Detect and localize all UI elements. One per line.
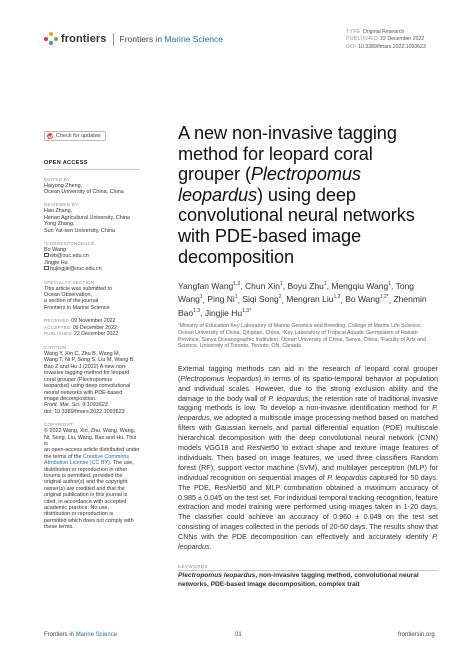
specialty-label: SPECIALTY SECTION [44,279,95,285]
author-affiliation-sup: 1 [388,281,392,288]
abstract [178,364,438,552]
page-header [0,0,474,60]
author-affiliation-sup: 2 [278,294,282,301]
copyright-text: the terms of the [44,453,83,460]
specialty-line: This article was submitted to [44,285,113,292]
copyright-label: COPYRIGHT [44,422,74,428]
title-text: ) using deep convolutional neural networks with PDE-based image decomposition [178,184,415,267]
keywords-text: , non-invasive tagging method, convolutional neural networks, PDE-based image decomposition, complex trait [178,572,419,588]
meta-type-label: TYPE [346,29,361,35]
author-affiliation-sup: 1,3* [242,308,252,314]
copyright-line: distribution or reproduction in other [44,466,128,473]
mail-icon [44,266,49,270]
author[interactable]: Boyu Zhu$^1$ [287,280,327,291]
abstract-text: , the retention rate of traditional invasive tagging methods is low. To develop a non-invasive identification method for [178,393,438,413]
specialty-line: Ocean Observation, [44,292,92,299]
site-link[interactable]: frontiersin.org [398,632,435,638]
copyright-line: forums is permitted, provided the [44,472,123,479]
abstract-species: P. leopardus [178,403,438,423]
abstract-text: External tagging methods can aid in the research of leopard coral grouper ( [178,363,438,383]
article-meta [346,29,426,51]
copyright-line: © 2022 Wang, Xin, Zhu, Wang, Wang, [44,428,136,435]
abstract-text: captured for 50 days. The PDE, ResNet50 and MLP combination obtained a maximum accuracy of 0.985 ± 0.045 on the test set. For individual temporal tracking recognition, feature extraction and model training were performed using images taken in 1-20 days. The classifier could achieve an accuracy of 0.960 ± 0.049 on the test set consisting of images collected in the periods of 20-50 days. The results show that CNNs with the PDE decomposition can effectively and accurately identify [178,472,438,542]
published-label: PUBLISHED [44,331,73,337]
citation-section [44,345,140,415]
citation-line: leopardus) using deep convolutional [44,383,131,390]
title-species: Plectropomus leopardus [178,164,361,205]
correspondence-label: *CORRESPONDENCE [44,241,95,247]
abstract-text: ) in terms of its spatio-temporal behavior at population and individual scales. However, due to the strong exclusion ability and the damage to the body wall of [178,373,439,403]
specialty-section [44,280,140,312]
keyword-species: Plectropomus leopardus [178,572,256,580]
author[interactable]: Yangfan Wang$^{1,2}$ [178,280,241,291]
author[interactable]: Zhenmin Bao$^{1,3}$ [178,294,427,318]
citation-line: Wang T, Ni P, Song S, Liu M, Wang B, [44,357,135,364]
correspondent-name: Jingjie Hu [44,259,68,266]
received-label: RECEIVED [44,318,70,324]
footer-journal-prefix: Frontiers in [44,632,75,638]
divider [178,570,438,571]
copyright-text: . The use, [109,460,134,467]
copyright-line: an open-access article distributed under [44,447,140,454]
check-for-updates-label: Check for updates [56,133,101,139]
keywords [178,572,438,589]
edited-by-label: EDITED BY [44,176,71,182]
copyright-line: academic practice. No use, [44,505,110,511]
author-list: Yangfan Wang$^{1,2}$, Chun Xin$^1$, Boyu Zhu$^1$, Mengqiu Wang$^1$, Tong Wang$^1$, Ping Ni$^1$, Siqi Song$^2$, Mengran Liu$^{1,2}$, Bo Wang$^{1,2*}$, Zhenmin Bao$^{1,3}$, Jingjie $Hu^{1,3*}$ [178,280,427,318]
logo-text: frontiers [61,33,107,45]
reviewer-affiliation: Sun Yat-sen University, China [44,227,116,234]
abstract-species: P. leopardus [268,393,309,403]
author[interactable]: Mengran Liu$^{1,2}$ [286,294,341,305]
copyright-line: cited, in accordance with accepted [44,498,127,505]
author[interactable]: Ping Ni$^1$ [207,294,238,305]
footer-journal-name: Marine Science [75,632,118,638]
title-text: A new non-invasive tagging method for leopard coral grouper ( [178,123,397,185]
license-link[interactable]: Attribution License (CC BY) [44,460,110,467]
citation-line: invasive tagging method for leopard [44,370,130,377]
edited-by-section [44,177,140,196]
dates-section [44,318,140,338]
received-date [44,318,140,325]
meta-published [346,36,426,43]
article-main [178,123,438,589]
abstract-text: , we adopted a multiscale image processing method based on matched filters with Gaussian kernels and partial differential equation (PDE) multiscale hierarchical decomposition with the deep convolutional neural network (CNN) models VGG19 and ResNet50 to extract shape and texture image features of individuals. Then based on image features, we used three classifiers Random forest (RF), support vector machine (SVM), and multilayer perceptron (MLP) for individual recognition on sequential images of [178,413,438,482]
citation-line: image decomposition. [44,395,97,402]
copyright-line: owner(s) are credited and that the [44,485,125,492]
author[interactable]: Mengqiu Wang$^1$ [331,280,392,291]
copyright-section [44,422,140,531]
meta-type [346,29,426,36]
author-affiliation-sup: 1 [323,281,327,288]
journal-name [120,34,223,44]
copyright-line [44,460,140,466]
copyright-line: these terms. [44,524,74,531]
reviewed-by-section [44,202,140,234]
citation-journal: Front. Mar. Sci. 9:1093623. [44,402,110,409]
published-value: 22 December 2022 [74,331,119,338]
mail-icon [44,253,49,257]
copyright-line: original publication in this journal is [44,492,128,499]
abstract-species: P. leopardus [327,472,368,482]
meta-published-label: PUBLISHED [346,36,379,43]
citation-line: neural networks with PDE-based [44,389,123,396]
published-date [44,331,140,338]
specialty-line: Frontiers in Marine Science [44,304,110,311]
reviewer-name: Hao Zhang, [44,208,73,215]
accepted-date [44,325,140,332]
author[interactable]: Jingjie $Hu^{1,3*}$ [204,307,252,318]
author-affiliation-sup: 1,2 [233,281,241,288]
accepted-label: ACCEPTED [44,324,71,330]
meta-doi-label: DOI [346,43,357,50]
author-affiliation-sup: 1,2 [333,294,341,301]
frontiers-logo-icon [44,32,58,46]
email-link[interactable]: wb@ouc.edu.cn [50,253,89,260]
reviewer-affiliation: Henan Agricultural University, China [44,214,130,221]
specialty-line: a section of the journal [44,298,99,305]
author-affiliation-sup: 1,2* [379,294,389,301]
author-affiliation-sup: 1 [199,294,203,301]
accepted-value: 09 December 2022 [72,324,117,331]
copyright-line: original author(s) and the copyright [44,479,128,486]
author-affiliation-sup: 1 [279,281,283,288]
received-value: 09 November 2022 [71,318,116,325]
article-sidebar [44,126,140,531]
reviewed-by-label: REVIEWED BY [44,202,79,208]
citation-line: coral grouper (Plectropomus [44,376,113,383]
email-link[interactable]: hujingjie@ouc.edu.cn [50,266,102,273]
check-for-updates-button[interactable] [44,131,106,141]
keywords-label: KEYWORDS [178,564,208,570]
citation-label: CITATION [44,345,67,351]
editor-name: Haiyong Zheng, [44,182,83,189]
page-number: 01 [235,632,242,638]
journal-title: Marine Science [164,34,224,44]
reviewer-name: Yong Zhang, [44,221,75,228]
author-affiliation-sup: 1 [234,294,238,301]
abstract-species: P. leopardus [178,532,438,552]
logo-divider [113,33,114,46]
journal-logo[interactable] [44,32,223,46]
citation-line: Bao Z and Hu J (2022) A new non- [44,363,127,370]
copyright-line: permitted which does not comply with [44,517,134,524]
abstract-species: Plectropomus leopardus [180,373,259,383]
citation-doi[interactable]: doi: 10.3389/fmars.2022.1093623 [44,408,125,415]
author[interactable]: Siqi Song$^2$ [242,294,282,305]
open-access-label: OPEN ACCESS [44,160,88,166]
editor-affiliation: Ocean University of China, China [44,189,124,195]
copyright-line: Ni, Song, Liu, Wang, Bao and Hu. This is [44,434,137,447]
affiliations: ¹Ministry of Education Key Laboratory of Marine Genetics and Breeding, College of Marine Life Science, Ocean University of China, Qingdao, China, ²Key Laboratory of Tropical Aquatic Germplasm of Hainan Province, Sanya Oceanographic Institution, Ocean University of China, Sanya, China, ³Faculty of Arts and Science, University of Toronto, Toronto, ON, Canada [178,323,426,350]
abstract-text: . [209,542,212,552]
copyright-line: distribution or reproduction is [44,511,114,518]
author[interactable]: Tong Wang$^1$ [178,280,415,305]
correspondent-name: Bo Wang [44,247,66,254]
citation-line: Wang Y, Xin C, Zhu B, Wang M, [44,351,121,358]
check-icon [47,133,53,139]
correspondent-email[interactable] [44,266,140,272]
meta-doi[interactable] [346,44,426,51]
author[interactable]: Bo Wang$^{1,2*}$ [345,294,389,305]
footer-journal [44,632,117,638]
correspondence-section [44,241,140,273]
divider [44,169,140,170]
license-link[interactable]: Creative Commons [82,453,130,460]
author-affiliation-sup: 1,3 [193,308,201,314]
author[interactable]: Chun Xin$^1$ [244,280,283,291]
meta-type-value: Original Research [362,29,405,35]
meta-doi-value[interactable]: 10.3389/fmars.2022.1093623 [358,43,426,50]
meta-published-value: 22 December 2022 [380,36,425,43]
journal-prefix: Frontiers in [119,34,163,44]
article-title [178,123,438,267]
